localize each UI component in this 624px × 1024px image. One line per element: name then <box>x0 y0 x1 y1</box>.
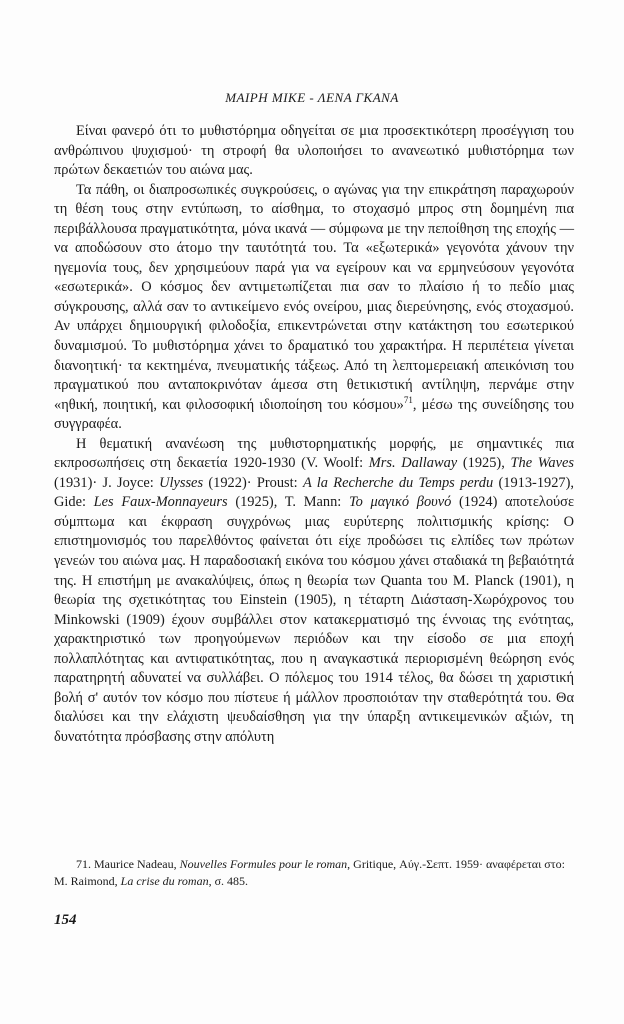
footnote-text: , Gritique, Αύγ.-Σεπτ. 1959· αναφέρεται στο: M. Raimond, <box>54 857 565 888</box>
work-title: A la Recherche du Temps perdu <box>302 474 494 491</box>
paragraph-3-text: (1924) αποτελούσε σύμπτωμα και έκφραση συγχρόνως μιας ευρύτερης πολιτισμικής κρίσης: Ο επιστημονισμός του παρελθόντος φαίνεται ότι είχε προδώσει τις ελπίδες των πρώτων γενεών του αιώνα μας. Η παραδοσιακή εικόνα του κόσμου χάνει σταδιακά τη βεβαιότητά της. Η επιστήμη με ανακαλύψεις, όπως η θεωρία των Quanta του M. Planck (1901), η θεωρία της σχετικότητας του Einstein (1905), η τέταρτη Διάσταση-Χωρόχρονος του Minkowski (1909) έχουν συμβάλλει στον κατακερματισμό της έννοιας της ενότητας, χαρακτηριστικό των προηγούμενων περιόδων και την είσοδο σε μια εποχή πολλαπλότητας και αντιφατικότητας, που η αναγκαστικά περιορισμένη θεώρηση ενός παρατηρητή αδυνατεί να συλλάβει. Ο πόλεμος του 1914 τέλος, θα δώσει τη χαριστική βολή σ' αυτόν τον κόσμο που πίστευε ή μάλλον προσποιόταν την σταθερότητά του. Θα διαλύσει και την ελάχιστη ψευδαίσθηση για την ύπαρξη αντικειμενικών αξιών, τη δυνατότητα πρόσβασης στην απόλυτη <box>54 494 574 745</box>
paragraph-1: Είναι φανερό ότι το μυθιστόρημα οδηγείται σε μια προσεκτικότερη προσέγγιση του ανθρώπινου ψυχισμού· τη στροφή θα υλοποιήσει το ανανεωτικό μυθιστόρημα των πρώτων δεκαετιών του αιώνα μας. <box>54 123 574 179</box>
running-header: ΜΑΙΡΗ ΜΙΚΕ - ΛΕΝΑ ΓΚΑΝΑ <box>225 90 399 105</box>
work-title: Ulysses <box>159 474 204 491</box>
paragraph-3-text: (1925), T. Mann: <box>227 494 349 511</box>
paragraph-2-text: Τα πάθη, οι διαπροσωπικές συγκρούσεις, ο αγώνας για την επικράτηση παραχωρούν τη θέση τους στην εντύπωση, το αίσθημα, το στοχασμό μπρος στη δομημένη πια περιβάλλουσα πραγματικότητα, μόνα ικανά — σύμφωνα με την πεποίθηση της εποχής — να αποδώσουν στο άτομο την ταυτότητά του. Τα «εξωτερικά» γεγονότα χάνουν την ηγεμονία τους, δεν χρησιμεύουν παρά για να εγείρουν και να ερμηνεύσουν γεγονότα «εσωτερικά». Ο κόσμος δεν αντιμετωπίζεται πια σαν το πλαίσιο ή το πεδίο μιας σύγκρουσης, αλλά σαν το αντικείμενο ενός ονείρου, μιας διερεύνησης, ενός στοχασμού. Αν υπάρχει δημιουργική φιλοδοξία, επικεντρώνεται στην κατάκτηση του εσωτερικού δυναμισμού. Το μυθιστόρημα χάνει το δραματικό του χαρακτήρα. Η περιπέτεια γίνεται διανοητική· τα κεκτημένα, πνευματικής τάξεως. Από τη λεπτομερειακή απεικόνιση του πραγματικού που ανταποκρινόταν άμεσα στη θετικιστική αντίληψη, περνάμε στην «ηθική, ποιητική, και φιλοσοφική ιδιοποίηση του κόσμου» <box>54 181 574 413</box>
work-title: The Waves <box>510 455 574 472</box>
paragraph-3-text: Η θεματική ανανέωση της μυθιστορηματικής μορφής, με σημαντικές πια εκπροσωπήσεις στη δεκαετία 1920-1930 (V. Woolf: <box>54 435 574 472</box>
footnote <box>54 856 574 890</box>
footnote-title: Nouvelles Formules pour le roman <box>179 857 348 871</box>
paragraph-3-text: (1931)· J. Joyce: <box>54 474 160 491</box>
footnote-text: 71. Maurice Nadeau, <box>76 857 180 871</box>
footnote-71 <box>54 856 574 890</box>
body-text <box>54 122 574 748</box>
paragraph-2-tail: , μέσω της συνείδησης του συγγραφέα. <box>54 396 574 433</box>
paragraph-3-text: (1925), <box>457 455 511 472</box>
work-title: Το μαγικό βουνό <box>348 494 452 511</box>
footnote-marker: 71 <box>403 394 413 405</box>
footnote-text: , σ. 485. <box>208 874 249 888</box>
paragraph-3 <box>54 435 574 748</box>
footnote-title: La crise du roman <box>120 874 209 888</box>
paragraph-3-text: (1913-1927), Gide: <box>54 474 574 511</box>
paragraph-2 <box>54 181 574 435</box>
work-title: Mrs. Dallaway <box>368 455 458 472</box>
page-number: 154 <box>54 912 77 928</box>
work-title: Les Faux-Monnayeurs <box>93 494 228 511</box>
paragraph-3-text: (1922)· Proust: <box>203 474 303 491</box>
